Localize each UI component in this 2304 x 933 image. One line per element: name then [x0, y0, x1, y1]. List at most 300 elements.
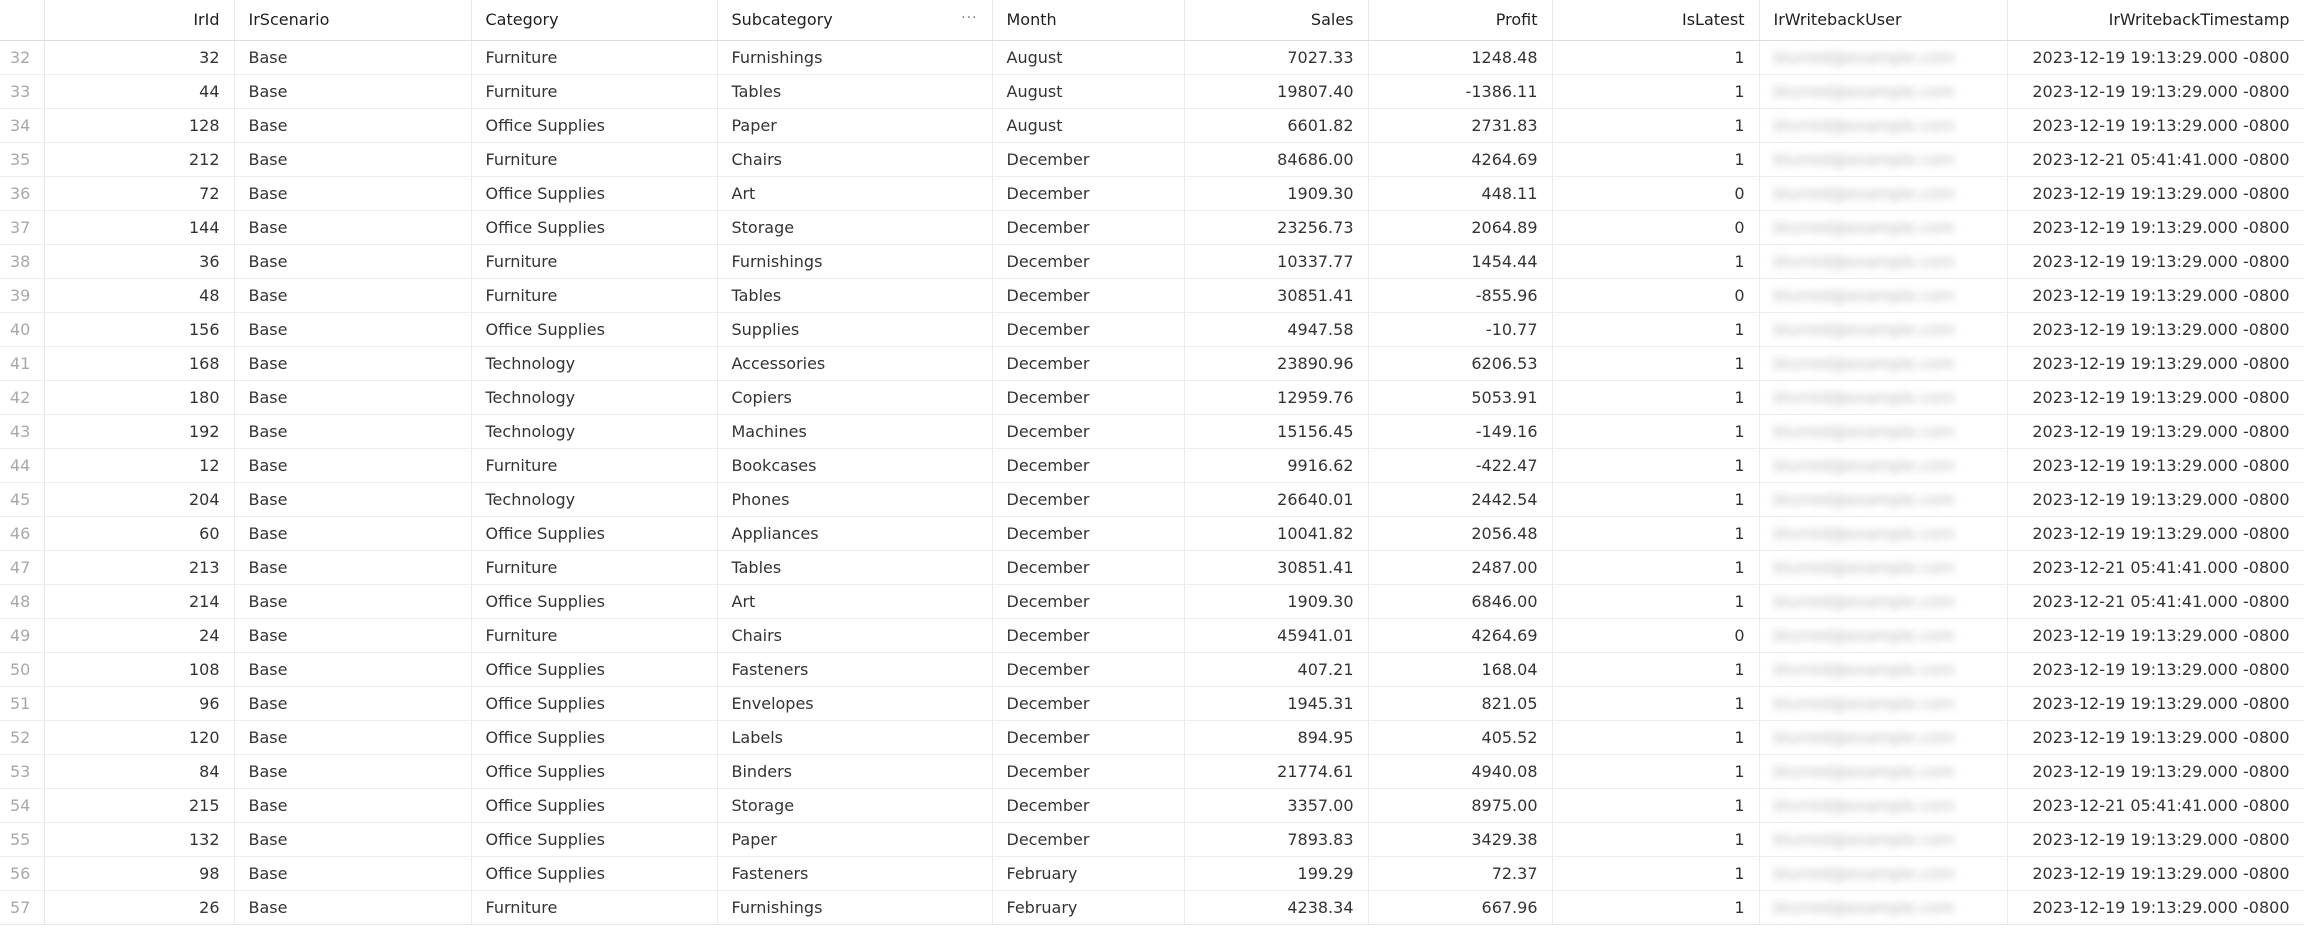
cell-irid[interactable]: 213 [44, 550, 234, 584]
cell-sales[interactable]: 6601.82 [1184, 108, 1368, 142]
cell-profit[interactable]: 1248.48 [1368, 40, 1552, 74]
cell-irwritebackuser[interactable] [1759, 40, 2007, 74]
cell-sales[interactable]: 23890.96 [1184, 346, 1368, 380]
cell-irwritebackuser[interactable] [1759, 210, 2007, 244]
cell-sales[interactable]: 4947.58 [1184, 312, 1368, 346]
column-header-irscenario[interactable]: IrScenario [234, 0, 471, 40]
cell-category[interactable]: Office Supplies [471, 210, 717, 244]
cell-irwritebackuser[interactable] [1759, 176, 2007, 210]
row-number[interactable]: 35 [0, 142, 44, 176]
cell-profit[interactable]: 6846.00 [1368, 584, 1552, 618]
cell-month[interactable]: December [992, 482, 1184, 516]
cell-irscenario[interactable]: Base [234, 346, 471, 380]
cell-sales[interactable]: 407.21 [1184, 652, 1368, 686]
cell-irwritebacktimestamp[interactable]: 2023-12-19 19:13:29.000 -0800 [2007, 856, 2304, 890]
cell-irscenario[interactable]: Base [234, 584, 471, 618]
row-number[interactable]: 52 [0, 720, 44, 754]
cell-irscenario[interactable]: Base [234, 210, 471, 244]
cell-subcategory[interactable]: Chairs [717, 142, 992, 176]
table-row[interactable] [0, 754, 2304, 788]
cell-month[interactable]: December [992, 754, 1184, 788]
cell-irscenario[interactable]: Base [234, 448, 471, 482]
cell-subcategory[interactable]: Paper [717, 108, 992, 142]
row-number[interactable]: 39 [0, 278, 44, 312]
cell-category[interactable]: Office Supplies [471, 856, 717, 890]
cell-irscenario[interactable]: Base [234, 720, 471, 754]
cell-subcategory[interactable]: Tables [717, 550, 992, 584]
cell-islatest[interactable]: 1 [1552, 686, 1759, 720]
cell-category[interactable]: Office Supplies [471, 176, 717, 210]
cell-irwritebacktimestamp[interactable]: 2023-12-21 05:41:41.000 -0800 [2007, 788, 2304, 822]
cell-irwritebacktimestamp[interactable]: 2023-12-19 19:13:29.000 -0800 [2007, 686, 2304, 720]
cell-irwritebacktimestamp[interactable]: 2023-12-21 05:41:41.000 -0800 [2007, 584, 2304, 618]
cell-subcategory[interactable]: Bookcases [717, 448, 992, 482]
cell-irid[interactable]: 44 [44, 74, 234, 108]
cell-islatest[interactable]: 1 [1552, 244, 1759, 278]
cell-irwritebackuser[interactable] [1759, 448, 2007, 482]
cell-subcategory[interactable]: Binders [717, 754, 992, 788]
cell-islatest[interactable]: 1 [1552, 584, 1759, 618]
cell-irid[interactable]: 120 [44, 720, 234, 754]
cell-profit[interactable]: 2487.00 [1368, 550, 1552, 584]
cell-profit[interactable]: -10.77 [1368, 312, 1552, 346]
cell-subcategory[interactable]: Appliances [717, 516, 992, 550]
cell-islatest[interactable]: 1 [1552, 380, 1759, 414]
cell-islatest[interactable]: 1 [1552, 788, 1759, 822]
cell-islatest[interactable]: 1 [1552, 414, 1759, 448]
cell-islatest[interactable]: 1 [1552, 312, 1759, 346]
cell-month[interactable]: December [992, 584, 1184, 618]
cell-islatest[interactable]: 1 [1552, 142, 1759, 176]
cell-subcategory[interactable]: Art [717, 584, 992, 618]
cell-islatest[interactable]: 0 [1552, 210, 1759, 244]
cell-profit[interactable]: 2442.54 [1368, 482, 1552, 516]
table-row[interactable] [0, 822, 2304, 856]
table-row[interactable] [0, 210, 2304, 244]
cell-subcategory[interactable]: Storage [717, 210, 992, 244]
cell-month[interactable]: August [992, 40, 1184, 74]
cell-sales[interactable]: 30851.41 [1184, 550, 1368, 584]
cell-category[interactable]: Office Supplies [471, 822, 717, 856]
cell-irwritebackuser[interactable] [1759, 686, 2007, 720]
row-number[interactable]: 41 [0, 346, 44, 380]
cell-irwritebackuser[interactable] [1759, 482, 2007, 516]
column-header-irwritebacktimestamp[interactable]: IrWritebackTimestamp [2007, 0, 2304, 40]
cell-irscenario[interactable]: Base [234, 278, 471, 312]
cell-category[interactable]: Office Supplies [471, 788, 717, 822]
cell-profit[interactable]: -1386.11 [1368, 74, 1552, 108]
row-number[interactable]: 33 [0, 74, 44, 108]
column-header-subcategory[interactable] [717, 0, 992, 40]
cell-irwritebacktimestamp[interactable]: 2023-12-19 19:13:29.000 -0800 [2007, 108, 2304, 142]
cell-category[interactable]: Technology [471, 380, 717, 414]
cell-subcategory[interactable]: Art [717, 176, 992, 210]
cell-sales[interactable]: 1909.30 [1184, 176, 1368, 210]
cell-profit[interactable]: 667.96 [1368, 890, 1552, 924]
cell-irwritebacktimestamp[interactable]: 2023-12-19 19:13:29.000 -0800 [2007, 754, 2304, 788]
row-number[interactable]: 47 [0, 550, 44, 584]
cell-month[interactable]: December [992, 720, 1184, 754]
table-row[interactable] [0, 278, 2304, 312]
cell-category[interactable]: Furniture [471, 278, 717, 312]
table-row[interactable] [0, 448, 2304, 482]
cell-profit[interactable]: 2064.89 [1368, 210, 1552, 244]
cell-subcategory[interactable]: Copiers [717, 380, 992, 414]
row-number[interactable]: 53 [0, 754, 44, 788]
cell-irwritebackuser[interactable] [1759, 788, 2007, 822]
cell-sales[interactable]: 894.95 [1184, 720, 1368, 754]
cell-sales[interactable]: 84686.00 [1184, 142, 1368, 176]
cell-category[interactable]: Office Supplies [471, 720, 717, 754]
cell-profit[interactable]: 5053.91 [1368, 380, 1552, 414]
cell-islatest[interactable]: 1 [1552, 108, 1759, 142]
cell-irwritebackuser[interactable] [1759, 346, 2007, 380]
row-number[interactable]: 54 [0, 788, 44, 822]
cell-islatest[interactable]: 1 [1552, 856, 1759, 890]
row-number[interactable]: 37 [0, 210, 44, 244]
cell-irid[interactable]: 214 [44, 584, 234, 618]
cell-irwritebackuser[interactable] [1759, 822, 2007, 856]
cell-month[interactable]: August [992, 108, 1184, 142]
cell-profit[interactable]: 4940.08 [1368, 754, 1552, 788]
row-number[interactable]: 48 [0, 584, 44, 618]
cell-irwritebacktimestamp[interactable]: 2023-12-19 19:13:29.000 -0800 [2007, 74, 2304, 108]
cell-islatest[interactable]: 0 [1552, 278, 1759, 312]
cell-sales[interactable]: 1909.30 [1184, 584, 1368, 618]
cell-sales[interactable]: 23256.73 [1184, 210, 1368, 244]
cell-islatest[interactable]: 1 [1552, 346, 1759, 380]
cell-irwritebacktimestamp[interactable]: 2023-12-19 19:13:29.000 -0800 [2007, 312, 2304, 346]
cell-irwritebackuser[interactable] [1759, 414, 2007, 448]
cell-irwritebackuser[interactable] [1759, 380, 2007, 414]
cell-irid[interactable]: 144 [44, 210, 234, 244]
row-number[interactable]: 38 [0, 244, 44, 278]
cell-irwritebacktimestamp[interactable]: 2023-12-19 19:13:29.000 -0800 [2007, 448, 2304, 482]
table-row[interactable] [0, 686, 2304, 720]
cell-profit[interactable]: 72.37 [1368, 856, 1552, 890]
cell-subcategory[interactable]: Labels [717, 720, 992, 754]
cell-irid[interactable]: 168 [44, 346, 234, 380]
cell-irscenario[interactable]: Base [234, 652, 471, 686]
table-row[interactable] [0, 142, 2304, 176]
cell-irid[interactable]: 96 [44, 686, 234, 720]
cell-subcategory[interactable]: Storage [717, 788, 992, 822]
cell-irscenario[interactable]: Base [234, 618, 471, 652]
cell-profit[interactable]: 448.11 [1368, 176, 1552, 210]
cell-sales[interactable]: 4238.34 [1184, 890, 1368, 924]
cell-subcategory[interactable]: Furnishings [717, 244, 992, 278]
cell-profit[interactable]: 405.52 [1368, 720, 1552, 754]
cell-sales[interactable]: 10041.82 [1184, 516, 1368, 550]
cell-month[interactable]: December [992, 448, 1184, 482]
cell-category[interactable]: Office Supplies [471, 686, 717, 720]
cell-irid[interactable]: 24 [44, 618, 234, 652]
cell-islatest[interactable]: 1 [1552, 482, 1759, 516]
cell-irwritebackuser[interactable] [1759, 516, 2007, 550]
cell-category[interactable]: Furniture [471, 74, 717, 108]
cell-irwritebackuser[interactable] [1759, 108, 2007, 142]
cell-irscenario[interactable]: Base [234, 686, 471, 720]
cell-islatest[interactable]: 1 [1552, 550, 1759, 584]
cell-subcategory[interactable]: Furnishings [717, 890, 992, 924]
cell-irid[interactable]: 26 [44, 890, 234, 924]
column-header-category[interactable]: Category [471, 0, 717, 40]
cell-irwritebackuser[interactable] [1759, 244, 2007, 278]
cell-sales[interactable]: 19807.40 [1184, 74, 1368, 108]
cell-profit[interactable]: 821.05 [1368, 686, 1552, 720]
cell-islatest[interactable]: 1 [1552, 448, 1759, 482]
table-row[interactable] [0, 108, 2304, 142]
row-number[interactable]: 45 [0, 482, 44, 516]
row-number[interactable]: 55 [0, 822, 44, 856]
table-row[interactable] [0, 74, 2304, 108]
cell-irwritebacktimestamp[interactable]: 2023-12-19 19:13:29.000 -0800 [2007, 516, 2304, 550]
cell-profit[interactable]: -149.16 [1368, 414, 1552, 448]
cell-irwritebackuser[interactable] [1759, 278, 2007, 312]
cell-profit[interactable]: 8975.00 [1368, 788, 1552, 822]
cell-category[interactable]: Office Supplies [471, 652, 717, 686]
cell-sales[interactable]: 45941.01 [1184, 618, 1368, 652]
cell-category[interactable]: Office Supplies [471, 108, 717, 142]
cell-irscenario[interactable]: Base [234, 244, 471, 278]
cell-category[interactable]: Furniture [471, 618, 717, 652]
cell-subcategory[interactable]: Furnishings [717, 40, 992, 74]
table-row[interactable] [0, 414, 2304, 448]
cell-irwritebacktimestamp[interactable]: 2023-12-19 19:13:29.000 -0800 [2007, 822, 2304, 856]
cell-category[interactable]: Furniture [471, 142, 717, 176]
cell-profit[interactable]: -855.96 [1368, 278, 1552, 312]
cell-islatest[interactable]: 0 [1552, 176, 1759, 210]
cell-month[interactable]: December [992, 788, 1184, 822]
cell-profit[interactable]: 2056.48 [1368, 516, 1552, 550]
cell-subcategory[interactable]: Chairs [717, 618, 992, 652]
cell-category[interactable]: Furniture [471, 550, 717, 584]
row-number[interactable]: 34 [0, 108, 44, 142]
cell-month[interactable]: December [992, 244, 1184, 278]
cell-irwritebacktimestamp[interactable]: 2023-12-19 19:13:29.000 -0800 [2007, 618, 2304, 652]
cell-category[interactable]: Office Supplies [471, 584, 717, 618]
column-header-irid[interactable]: IrId [44, 0, 234, 40]
cell-irid[interactable]: 98 [44, 856, 234, 890]
cell-irscenario[interactable]: Base [234, 74, 471, 108]
cell-irscenario[interactable]: Base [234, 516, 471, 550]
cell-islatest[interactable]: 1 [1552, 652, 1759, 686]
cell-subcategory[interactable]: Fasteners [717, 652, 992, 686]
cell-month[interactable]: December [992, 618, 1184, 652]
table-row[interactable] [0, 550, 2304, 584]
cell-irid[interactable]: 36 [44, 244, 234, 278]
cell-profit[interactable]: 4264.69 [1368, 618, 1552, 652]
cell-irscenario[interactable]: Base [234, 40, 471, 74]
cell-irscenario[interactable]: Base [234, 108, 471, 142]
cell-irscenario[interactable]: Base [234, 142, 471, 176]
cell-month[interactable]: December [992, 346, 1184, 380]
cell-irwritebacktimestamp[interactable]: 2023-12-21 05:41:41.000 -0800 [2007, 142, 2304, 176]
cell-irwritebacktimestamp[interactable]: 2023-12-19 19:13:29.000 -0800 [2007, 482, 2304, 516]
cell-month[interactable]: December [992, 686, 1184, 720]
cell-subcategory[interactable]: Phones [717, 482, 992, 516]
cell-irscenario[interactable]: Base [234, 482, 471, 516]
cell-irscenario[interactable]: Base [234, 312, 471, 346]
cell-category[interactable]: Furniture [471, 448, 717, 482]
cell-category[interactable]: Office Supplies [471, 516, 717, 550]
cell-irid[interactable]: 204 [44, 482, 234, 516]
cell-irscenario[interactable]: Base [234, 754, 471, 788]
cell-month[interactable]: December [992, 516, 1184, 550]
column-header-profit[interactable]: Profit [1368, 0, 1552, 40]
cell-profit[interactable]: 3429.38 [1368, 822, 1552, 856]
cell-irwritebacktimestamp[interactable]: 2023-12-19 19:13:29.000 -0800 [2007, 890, 2304, 924]
cell-islatest[interactable]: 1 [1552, 74, 1759, 108]
cell-irscenario[interactable]: Base [234, 788, 471, 822]
cell-subcategory[interactable]: Machines [717, 414, 992, 448]
cell-irwritebacktimestamp[interactable]: 2023-12-21 05:41:41.000 -0800 [2007, 550, 2304, 584]
cell-irwritebackuser[interactable] [1759, 652, 2007, 686]
cell-month[interactable]: December [992, 176, 1184, 210]
cell-irid[interactable]: 192 [44, 414, 234, 448]
cell-sales[interactable]: 7893.83 [1184, 822, 1368, 856]
cell-irid[interactable]: 156 [44, 312, 234, 346]
cell-irwritebackuser[interactable] [1759, 720, 2007, 754]
cell-category[interactable]: Technology [471, 346, 717, 380]
cell-profit[interactable]: -422.47 [1368, 448, 1552, 482]
cell-irwritebacktimestamp[interactable]: 2023-12-19 19:13:29.000 -0800 [2007, 40, 2304, 74]
cell-month[interactable]: December [992, 652, 1184, 686]
row-number[interactable]: 56 [0, 856, 44, 890]
cell-irid[interactable]: 84 [44, 754, 234, 788]
table-row[interactable] [0, 244, 2304, 278]
cell-irwritebacktimestamp[interactable]: 2023-12-19 19:13:29.000 -0800 [2007, 380, 2304, 414]
row-number[interactable]: 43 [0, 414, 44, 448]
cell-sales[interactable]: 3357.00 [1184, 788, 1368, 822]
cell-profit[interactable]: 4264.69 [1368, 142, 1552, 176]
cell-category[interactable]: Office Supplies [471, 754, 717, 788]
column-header-islatest[interactable]: IsLatest [1552, 0, 1759, 40]
cell-islatest[interactable]: 1 [1552, 40, 1759, 74]
cell-irid[interactable]: 180 [44, 380, 234, 414]
cell-category[interactable]: Technology [471, 414, 717, 448]
cell-islatest[interactable]: 1 [1552, 754, 1759, 788]
cell-profit[interactable]: 1454.44 [1368, 244, 1552, 278]
cell-sales[interactable]: 21774.61 [1184, 754, 1368, 788]
table-row[interactable] [0, 516, 2304, 550]
row-number[interactable]: 32 [0, 40, 44, 74]
cell-sales[interactable]: 30851.41 [1184, 278, 1368, 312]
cell-sales[interactable]: 199.29 [1184, 856, 1368, 890]
table-row[interactable] [0, 788, 2304, 822]
cell-month[interactable]: December [992, 312, 1184, 346]
cell-irwritebacktimestamp[interactable]: 2023-12-19 19:13:29.000 -0800 [2007, 720, 2304, 754]
cell-irscenario[interactable]: Base [234, 380, 471, 414]
cell-irid[interactable]: 108 [44, 652, 234, 686]
cell-irid[interactable]: 132 [44, 822, 234, 856]
cell-irwritebacktimestamp[interactable]: 2023-12-19 19:13:29.000 -0800 [2007, 244, 2304, 278]
cell-month[interactable]: December [992, 380, 1184, 414]
cell-irwritebackuser[interactable] [1759, 890, 2007, 924]
table-row[interactable] [0, 618, 2304, 652]
cell-sales[interactable]: 1945.31 [1184, 686, 1368, 720]
table-row[interactable] [0, 380, 2304, 414]
cell-irwritebackuser[interactable] [1759, 754, 2007, 788]
cell-irwritebackuser[interactable] [1759, 142, 2007, 176]
cell-profit[interactable]: 168.04 [1368, 652, 1552, 686]
cell-category[interactable]: Furniture [471, 244, 717, 278]
cell-month[interactable]: December [992, 822, 1184, 856]
row-number[interactable]: 57 [0, 890, 44, 924]
cell-subcategory[interactable]: Tables [717, 74, 992, 108]
cell-irwritebacktimestamp[interactable]: 2023-12-19 19:13:29.000 -0800 [2007, 652, 2304, 686]
cell-subcategory[interactable]: Tables [717, 278, 992, 312]
cell-category[interactable]: Office Supplies [471, 312, 717, 346]
more-options-icon[interactable]: ··· [961, 10, 978, 26]
row-number[interactable]: 49 [0, 618, 44, 652]
table-row[interactable] [0, 720, 2304, 754]
cell-irwritebacktimestamp[interactable]: 2023-12-19 19:13:29.000 -0800 [2007, 176, 2304, 210]
cell-subcategory[interactable]: Paper [717, 822, 992, 856]
cell-irid[interactable]: 72 [44, 176, 234, 210]
cell-sales[interactable]: 15156.45 [1184, 414, 1368, 448]
table-row[interactable] [0, 176, 2304, 210]
cell-month[interactable]: December [992, 142, 1184, 176]
cell-irwritebacktimestamp[interactable]: 2023-12-19 19:13:29.000 -0800 [2007, 346, 2304, 380]
cell-sales[interactable]: 7027.33 [1184, 40, 1368, 74]
column-header-irwritebackuser[interactable]: IrWritebackUser [1759, 0, 2007, 40]
cell-irscenario[interactable]: Base [234, 176, 471, 210]
cell-islatest[interactable]: 1 [1552, 822, 1759, 856]
column-header-month[interactable]: Month [992, 0, 1184, 40]
cell-month[interactable]: February [992, 890, 1184, 924]
cell-irid[interactable]: 60 [44, 516, 234, 550]
cell-irscenario[interactable]: Base [234, 414, 471, 448]
cell-month[interactable]: December [992, 278, 1184, 312]
table-row[interactable] [0, 890, 2304, 924]
table-row[interactable] [0, 482, 2304, 516]
cell-islatest[interactable]: 1 [1552, 890, 1759, 924]
cell-month[interactable]: February [992, 856, 1184, 890]
cell-islatest[interactable]: 1 [1552, 516, 1759, 550]
cell-category[interactable]: Furniture [471, 40, 717, 74]
cell-irwritebacktimestamp[interactable]: 2023-12-19 19:13:29.000 -0800 [2007, 414, 2304, 448]
cell-irid[interactable]: 128 [44, 108, 234, 142]
cell-islatest[interactable]: 1 [1552, 720, 1759, 754]
cell-month[interactable]: August [992, 74, 1184, 108]
table-row[interactable] [0, 312, 2304, 346]
cell-irid[interactable]: 32 [44, 40, 234, 74]
cell-irwritebackuser[interactable] [1759, 856, 2007, 890]
column-header-sales[interactable]: Sales [1184, 0, 1368, 40]
table-row[interactable] [0, 584, 2304, 618]
table-row[interactable] [0, 856, 2304, 890]
cell-category[interactable]: Furniture [471, 890, 717, 924]
row-number[interactable]: 51 [0, 686, 44, 720]
cell-irscenario[interactable]: Base [234, 550, 471, 584]
cell-profit[interactable]: 6206.53 [1368, 346, 1552, 380]
row-number[interactable]: 42 [0, 380, 44, 414]
cell-irwritebackuser[interactable] [1759, 74, 2007, 108]
row-number[interactable]: 40 [0, 312, 44, 346]
row-number[interactable]: 46 [0, 516, 44, 550]
cell-sales[interactable]: 12959.76 [1184, 380, 1368, 414]
cell-irwritebacktimestamp[interactable]: 2023-12-19 19:13:29.000 -0800 [2007, 210, 2304, 244]
cell-irwritebacktimestamp[interactable]: 2023-12-19 19:13:29.000 -0800 [2007, 278, 2304, 312]
cell-islatest[interactable]: 0 [1552, 618, 1759, 652]
table-row[interactable] [0, 40, 2304, 74]
cell-irscenario[interactable]: Base [234, 890, 471, 924]
row-number[interactable]: 36 [0, 176, 44, 210]
cell-irwritebackuser[interactable] [1759, 618, 2007, 652]
cell-month[interactable]: December [992, 210, 1184, 244]
row-number[interactable]: 44 [0, 448, 44, 482]
